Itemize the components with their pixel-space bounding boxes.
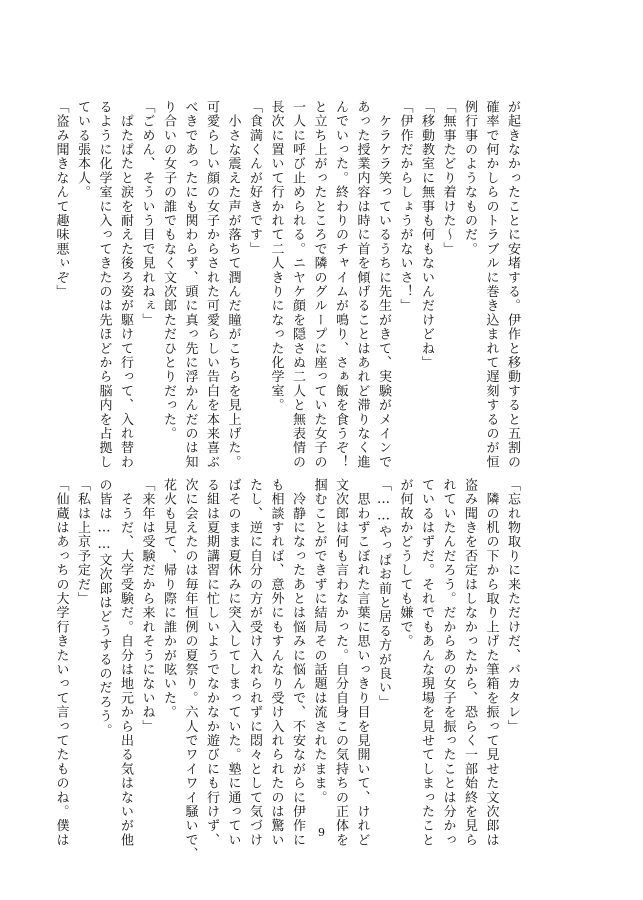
text-line: 文次郎は何も言わなかった。自分自身この気持ちの正体を bbox=[333, 478, 348, 848]
text-line: 「私は上京予定だ」 bbox=[75, 478, 90, 606]
text-line: そうだ、大学受験だ。自分は地元から出る気はないが他 bbox=[118, 478, 133, 848]
text-line: 「無事たどり着けた〜」 bbox=[440, 100, 456, 257]
text-line: ているはずだ。それでもあんな現場を見せてしまったこと bbox=[419, 478, 434, 848]
text-line: べきであったにも関わらず、頭に真っ先に浮かんだのは知 bbox=[182, 100, 198, 470]
text-line: 思わずこぼれた言葉に思いっきり目を見開いて、けれど bbox=[354, 478, 370, 848]
text-line: 「食満くんが好きです」 bbox=[247, 100, 262, 257]
text-line: 可愛らしい顔の女子からされた可愛らしい告白を本来喜ぶ bbox=[204, 100, 219, 470]
text-line: 花火も見て、帰り際に誰かが呟いた。 bbox=[161, 478, 176, 720]
text-line: るように化学室に入ってきたのは先ほどから脳内を占拠し bbox=[96, 100, 112, 470]
text-line: 「忘れ物取りに来ただけだ、バカタレ」 bbox=[505, 478, 520, 734]
text-line: 盗み聞きを否定はしなかったから、恐らく一部始終を見ら bbox=[462, 478, 477, 848]
upper-text-block bbox=[53, 100, 523, 470]
text-line: 確率で何かしらのトラブルに巻き込まれて遅刻するのが恒 bbox=[483, 100, 499, 470]
text-line: ている張本人。 bbox=[75, 100, 90, 200]
text-line: も相談すれば、意外にもすんなり受け入れられたのは驚い bbox=[268, 478, 284, 848]
text-line: り合いの女子の誰でもなく文次郎ただひとりだった。 bbox=[161, 100, 176, 441]
text-line: 隣の机の下から取り上げた筆箱を振って見せた文次郎は bbox=[483, 478, 499, 848]
text-line: 掴むことができずに結局その話題は流されたまま。 bbox=[311, 478, 327, 805]
text-line: 次に会えたのは毎年恒例の夏祭り。六人でワイワイ騒いで、 bbox=[182, 478, 198, 862]
text-line: 冷静になったあとは悩みに悩んで、不安ながらに伊作に bbox=[290, 478, 305, 848]
text-line: ケラケラ笑っているうちに先生がきて、実験がメインで bbox=[376, 100, 391, 470]
page-number: 9 bbox=[318, 826, 325, 839]
text-line: と立ち上がったところで隣のグループに座っていた女子の bbox=[311, 100, 327, 470]
text-line: 「仙蔵はあっちの大学行きたいって言ってたものね。僕は bbox=[53, 478, 69, 848]
text-line: んでいった。終わりのチャイムが鳴り、さぁ飯を食うぞ！ bbox=[333, 100, 348, 470]
text-line: 小さな震えた声が落ちて潤んだ瞳がこちらを見上げた。 bbox=[225, 100, 241, 470]
text-line: ぱたぱたと涙を耐えた後ろ姿が駆けて行って、入れ替わ bbox=[118, 100, 133, 470]
text-line: 「盗み聞きなんて趣味悪ぃぞ」 bbox=[53, 100, 69, 299]
text-line: 「……やっぱお前と居る方が良い」 bbox=[376, 478, 391, 710]
text-line: 長次に置いて行かれて二人きりになった化学室。 bbox=[268, 100, 284, 413]
text-line: の皆は……文次郎はどうするのだろう。 bbox=[96, 478, 112, 738]
text-line: が何故かどうしても嫌で。 bbox=[397, 478, 413, 649]
text-line: ばそのまま夏休みに突入してしまっていた。塾に通ってい bbox=[225, 478, 241, 848]
text-line: る組は夏期講習に忙しいようでなかなか遊びにも行けず、 bbox=[204, 478, 219, 848]
text-line: たし、逆に自分の方が受け入れられずに悶々として気づけ bbox=[247, 478, 262, 848]
text-line: 例行事のようなものだ。 bbox=[462, 100, 477, 257]
text-line: あった授業内容は時に首を傾げることはあれど滞りなく進 bbox=[354, 100, 370, 470]
text-line: 「来年は受験だから来れそうにないね」 bbox=[139, 478, 155, 734]
text-line: 「移動教室に無事も何もないんだけどね」 bbox=[419, 100, 434, 370]
text-line: 「ごめん、そういう目で見れねぇ」 bbox=[139, 100, 155, 328]
text-line: 「伊作だからしょうがないさ！」 bbox=[397, 100, 413, 313]
text-line: れていたんだろう。だからあの女子を振ったことは分かっ bbox=[440, 478, 456, 848]
text-line: が起きなかったことに安堵する。伊作と移動すると五割の bbox=[505, 100, 520, 470]
lower-text-block bbox=[53, 478, 523, 862]
text-line: 一人に呼び止められる。ニヤケ顔を隠さぬ二人と無表情の bbox=[290, 100, 305, 470]
